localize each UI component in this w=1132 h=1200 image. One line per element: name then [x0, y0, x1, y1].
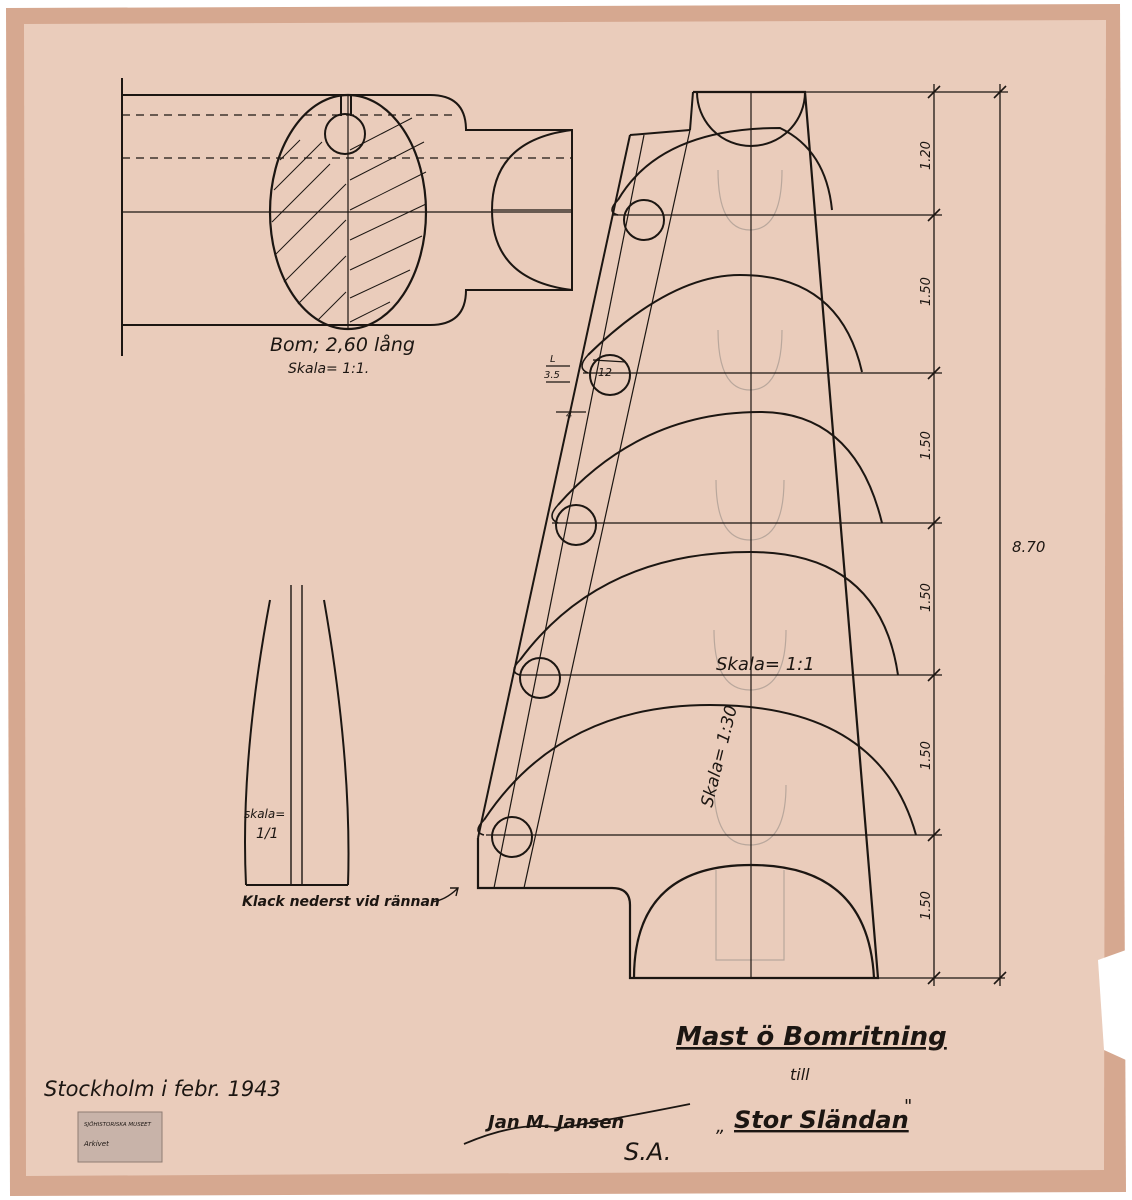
- mast-scale-inner: Skala= 1:1: [716, 654, 815, 675]
- archive-stamp: [78, 1112, 162, 1162]
- title-line1: Mast ö Bomritning: [676, 1022, 947, 1052]
- detail-12: 12: [598, 366, 612, 379]
- boom-caption: Bom; 2,60 lång: [270, 334, 415, 356]
- cleat-note: Klack nederst vid rännan: [242, 894, 440, 910]
- stamp-line2: Arkivet: [84, 1140, 109, 1148]
- title-quote-close: ": [904, 1096, 913, 1117]
- title-line2: till: [790, 1065, 810, 1084]
- detail-4: 4: [566, 410, 573, 421]
- title-quote-open: „: [716, 1116, 726, 1137]
- signature-initials: S.A.: [624, 1138, 672, 1166]
- place-date: Stockholm i febr. 1943: [44, 1077, 281, 1101]
- segment-3: 1.50: [919, 431, 934, 460]
- segment-1: 1.20: [919, 141, 934, 170]
- segment-4: 1.50: [919, 583, 934, 612]
- detail-l: L: [550, 354, 556, 365]
- signature-name: Jan M. Jansen: [488, 1112, 625, 1133]
- segment-2: 1.50: [919, 277, 934, 306]
- total-height: 8.70: [1012, 538, 1046, 556]
- cleat-scale-word: skala=: [244, 807, 286, 821]
- segment-6: 1.50: [919, 891, 934, 920]
- detail-3-5: 3.5: [544, 370, 560, 381]
- boom-scale: Skala= 1:1.: [288, 361, 370, 377]
- stamp-line1: SJÖHISTORISKA MUSEET: [84, 1122, 152, 1128]
- title-line3: Stor Sländan: [734, 1106, 909, 1134]
- segment-5: 1.50: [919, 741, 934, 770]
- mast-scale-outer: Skala= 1:30: [697, 703, 743, 810]
- cleat-scale-ratio: 1/1: [256, 826, 279, 842]
